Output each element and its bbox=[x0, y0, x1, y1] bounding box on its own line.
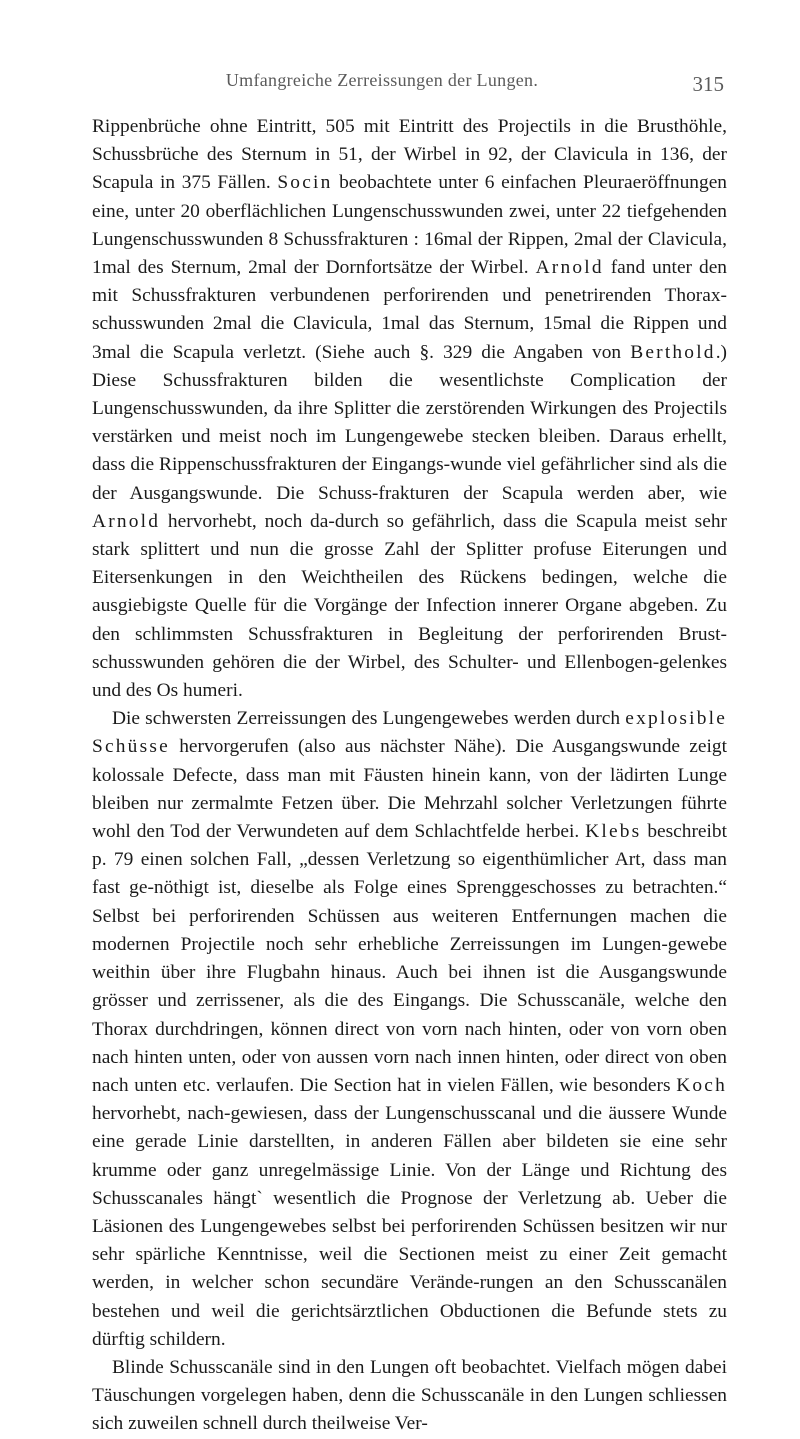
text-run: beobachtete unter 6 einfachen Pleuraeröffnungen eine, unter 20 oberflächlichen Lungenschusswunden zwei, unter 22 tiefgehenden Lungenschusswunden 8 Schussfrakturen : 16mal der Rippen, 2mal der Clavicula, 1mal des Sternum, 2mal der Dornfortsätze der Wirbel. bbox=[92, 172, 727, 279]
author-name: Socin bbox=[277, 172, 333, 194]
text-run: beschreibt p. 79 einen solchen Fall, „dessen Verletzung so eigenthümlicher Art, dass man fast ge-nöthigt ist, dieselbe als Folge eines Sprenggeschosses zu betrachten.“ Selbst bei perforirenden Schüssen aus weiteren Entfernungen machen die modernen Projectile noch sehr erhebliche Zerreissungen im Lungen-gewebe weithin über ihre Flugbahn hinaus. Auch bei ihnen ist die Ausgangswunde grösser und zerrissener, als die des Eingangs. Die Schusscanäle, welche den Thorax durchdringen, können direct von vorn nach hinten, oder von vorn oben nach hinten unten, oder von aussen vorn nach innen hinten, oder direct von oben nach unten etc. verlaufen. Die Section hat in vielen Fällen, wie besonders bbox=[92, 821, 728, 1096]
author-name: Arnold bbox=[92, 510, 161, 532]
running-title: Umfangreiche Zerreissungen der Lungen. bbox=[225, 70, 539, 90]
text-run: Rippenbrüche ohne Eintritt, 505 mit Eintritt des Projectils in die Brusthöhle, Schussbrüche des Sternum in 51, der Wirbel in 92, der Clavicula in 136, der Scapula in 375 Fällen. bbox=[92, 116, 727, 194]
body-text bbox=[92, 113, 727, 1439]
author-name: Klebs bbox=[585, 821, 642, 843]
author-name: Arnold bbox=[535, 257, 604, 279]
running-head bbox=[40, 70, 724, 96]
text-run: hervorhebt, nach-gewiesen, dass der Lungenschusscanal und die äussere Wunde eine gerade Linie darstellten, in anderen Fällen aber bildeten sie eine sehr krumme oder ganz unregelmässige Linie. Von der Länge und Richtung des Schusscanales hängt` wesentlich die Prognose der Verletzung ab. Ueber die Läsionen des Lungengewebes selbst bei perforirenden Schüssen besitzen wir nur sehr spärliche Kenntnisse, weil die Sectionen meist zu einer Zeit gemacht werden, in welcher schon secundäre Verände-rungen an den Schusscanälen bestehen und weil die gerichtsärztlichen Obductionen die Befunde stets zu dürftig schildern. bbox=[92, 1103, 727, 1350]
text-run: hervorhebt, noch da-durch so gefährlich, dass die Scapula meist sehr stark splittert und nun die grosse Zahl der Splitter profuse Eiterungen und Eitersenkungen in den Weichtheilen des Rückens bedingen, welche die ausgiebigste Quelle für die Vorgänge der Infection innerer Organe abgeben. Zu den schlimmsten Schussfrakturen in Begleitung der perforirenden Brust-schusswunden gehören die der Wirbel, des Schulter- und Ellenbogen-gelenkes und des Os humeri. bbox=[92, 510, 727, 702]
text-run: .) Diese Schussfrakturen bilden die wesentlichste Complication der Lungenschusswunden, da ihre Splitter die zerstörenden Wirkungen des Projectils verstärken und meist noch im Lungengewebe stecken bleiben. Daraus erhellt, dass die Rippenschussfrakturen der Eingangs-wunde viel gefährlicher sind als die der Ausgangswunde. Die Schuss-frakturen der Scapula werden aber, wie bbox=[92, 341, 727, 504]
text-run: Die schwersten Zerreissungen des Lungengewebes werden durch bbox=[112, 708, 626, 730]
paragraph bbox=[92, 705, 727, 1354]
text-run: Blinde Schusscanäle sind in den Lungen oft beobachtet. Vielfach mögen dabei Täuschungen vorgelegen haben, denn die Schusscanäle in den Lungen schliessen sich zuweilen schnell durch theilweise Ver- bbox=[92, 1356, 727, 1435]
author-name: Koch bbox=[676, 1074, 727, 1096]
author-name: explosible Schüsse bbox=[92, 708, 727, 758]
author-name: Berthold bbox=[630, 341, 716, 363]
paragraph bbox=[92, 113, 727, 705]
text-run: fand unter den mit Schussfrakturen verbundenen perforirenden und penetrirenden Thorax-schusswunden 2mal die Clavicula, 1mal das Sternum, 15mal die Rippen und 3mal die Scapula verletzt. (Siehe auch §. 329 die Angaben von bbox=[92, 257, 727, 363]
paragraph bbox=[92, 1354, 727, 1439]
text-run: hervorgerufen (also aus nächster Nähe). Die Ausgangswunde zeigt kolossale Defecte, dass man mit Fäusten hinein kann, von der lädirten Lunge bleiben nur zermalmte Fetzen über. Die Mehrzahl solcher Verletzungen führte wohl den Tod der Verwundeten auf dem Schlachtfelde herbei. bbox=[92, 736, 727, 843]
page-number: 315 bbox=[692, 72, 724, 96]
